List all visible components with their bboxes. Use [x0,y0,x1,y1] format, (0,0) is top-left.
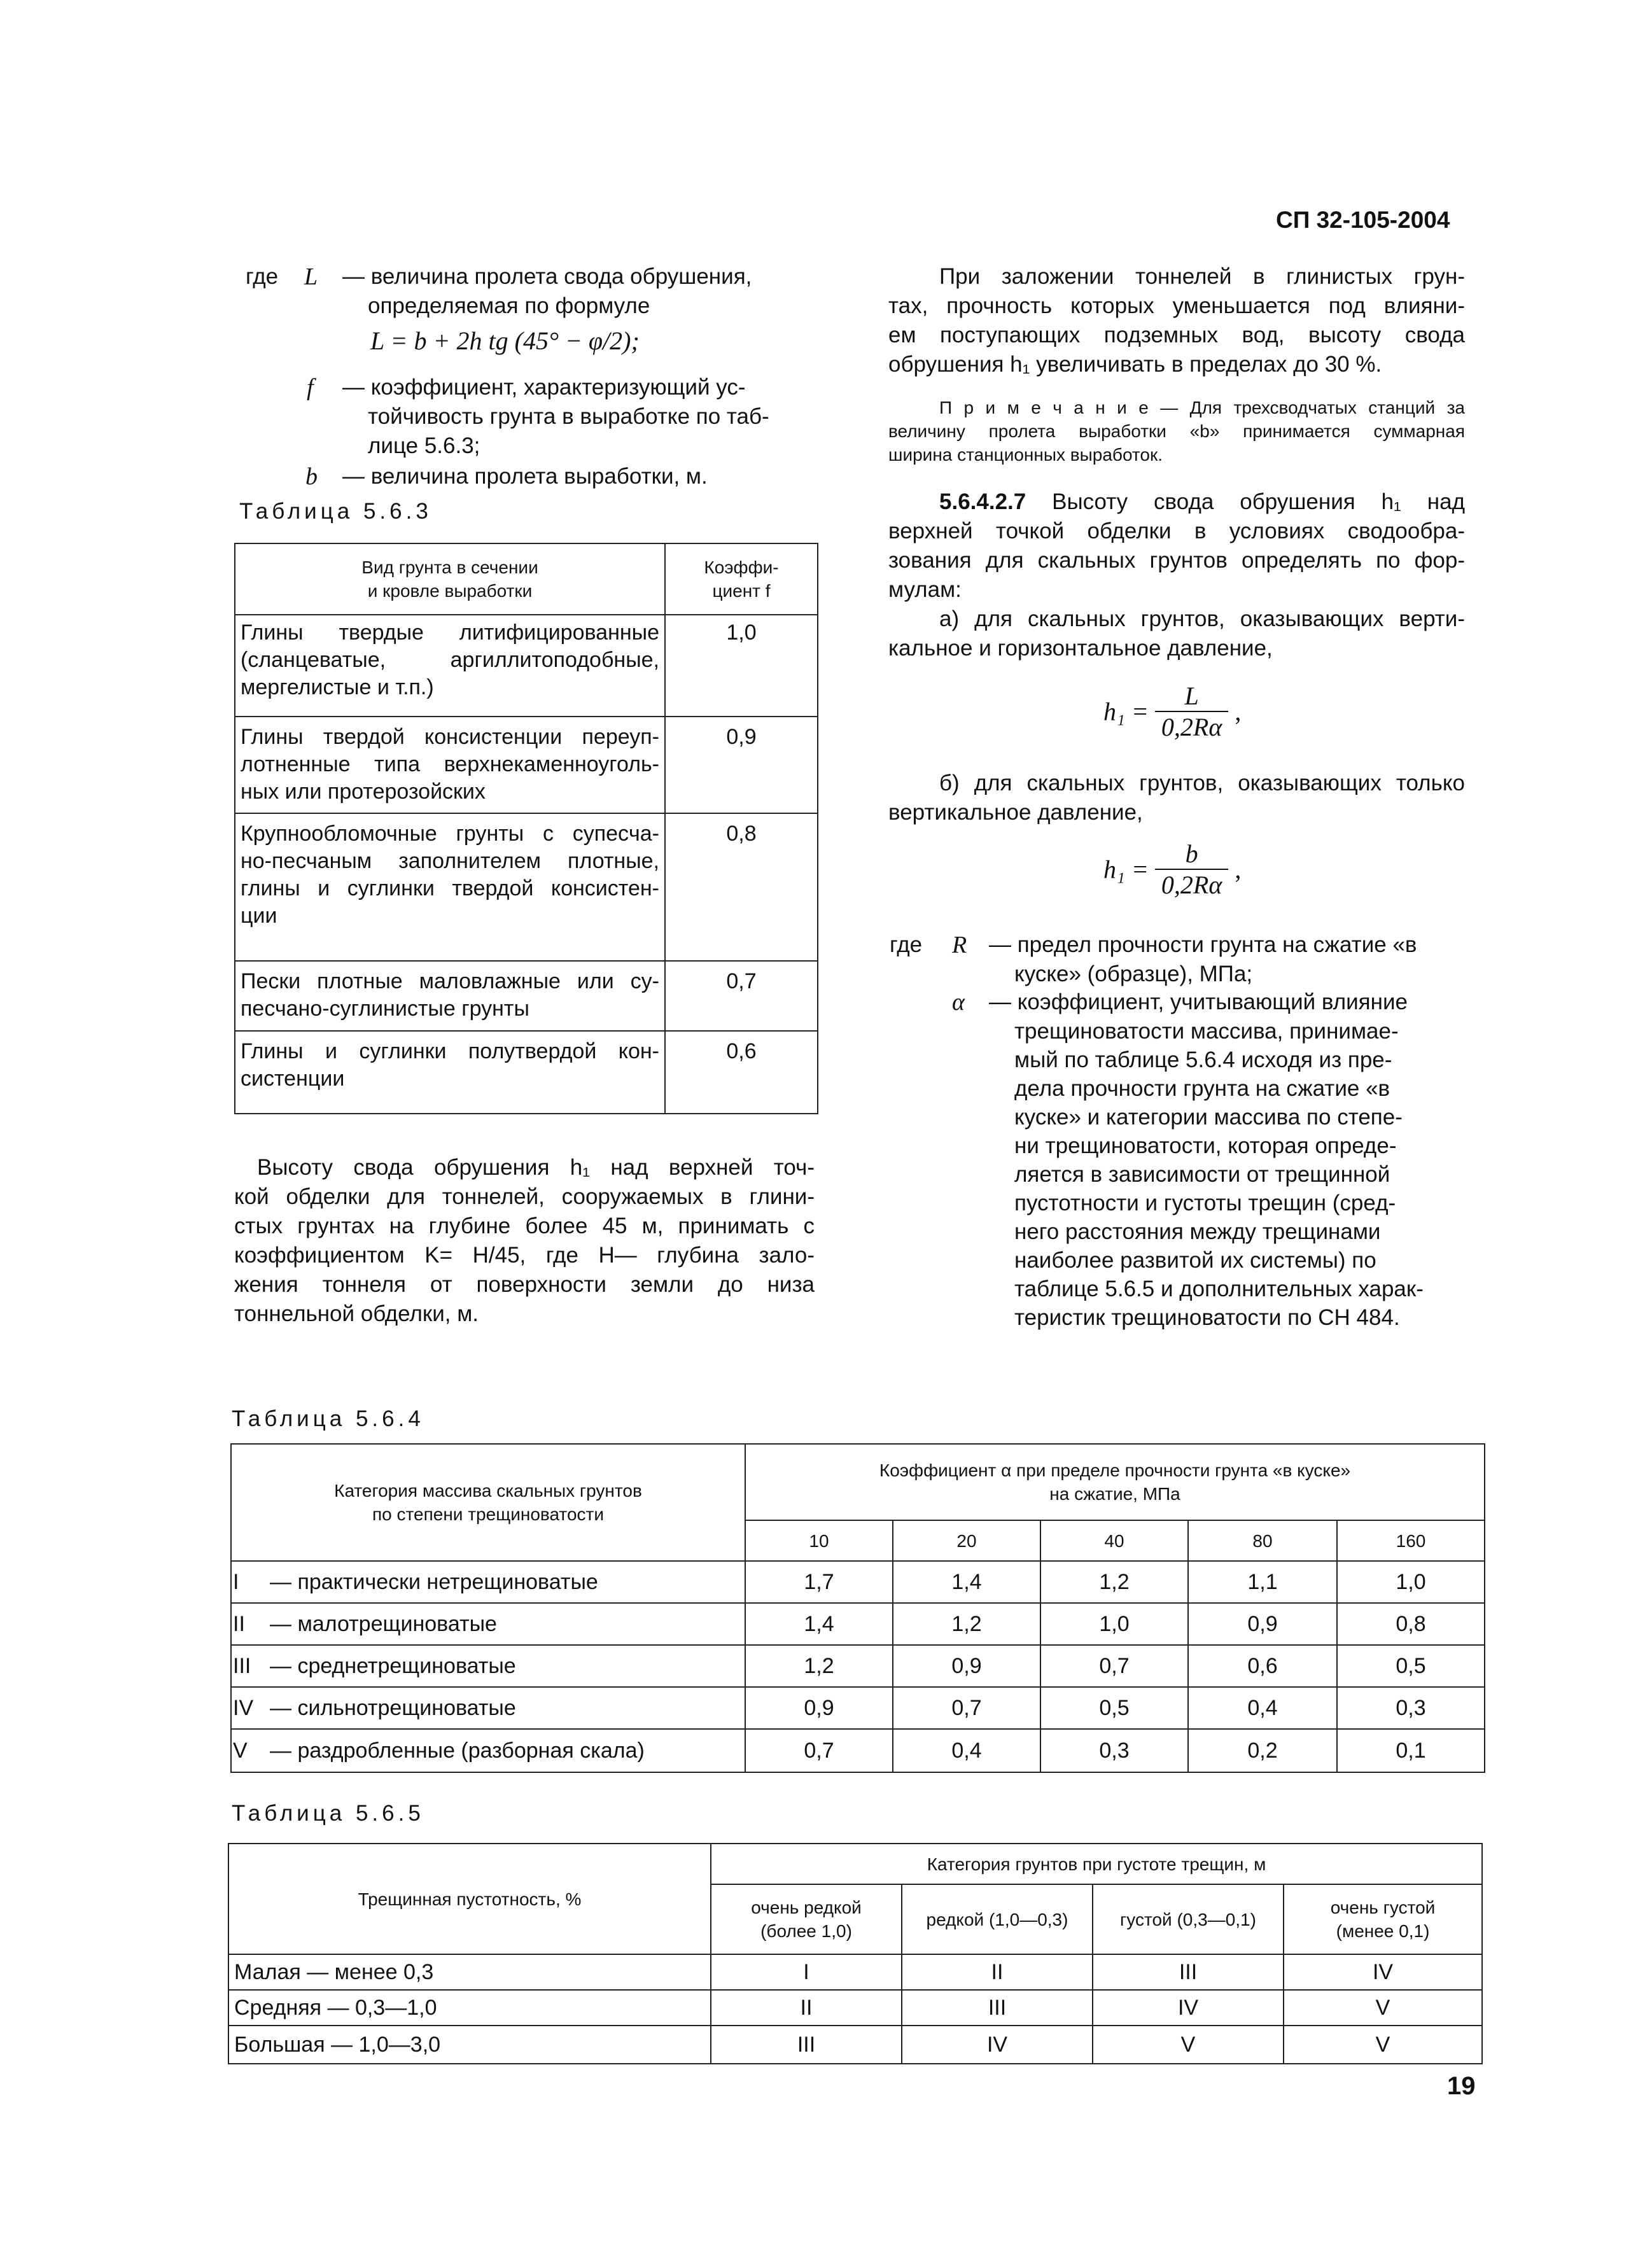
table-565-cell: IV [902,2026,1093,2064]
def-f-line-3: лице 5.6.3; [368,433,480,458]
table-row [231,1561,1485,1603]
table-564-cell: 0,5 [1040,1687,1188,1729]
right-paragraph-1 [888,262,1465,379]
line: зования для скальных грунтов определять по фор- [888,548,1465,573]
table-565-row-label: Средняя — 0,3—1,0 [228,1990,711,2026]
line: жения тоннеля от поверхности земли до низа [234,1272,815,1297]
table-564-cell: 1,4 [745,1603,893,1645]
table-row [231,1729,1485,1772]
table-565-cell: III [1093,1954,1284,1990]
category-name: — малотрещиноватые [270,1611,497,1636]
def-f-line-1: — коэффициент, характеризующий ус- [342,375,746,400]
table-564-pressure: 80 [1188,1520,1337,1561]
table-565-cell: III [711,2026,902,2064]
left-paragraph [234,1153,815,1329]
table-564-cell: 0,7 [1040,1645,1188,1687]
table-564-cell: 0,9 [1188,1603,1337,1645]
def-symbol-R: R [952,932,967,958]
formula-a-lhs: h₁ = [1103,697,1149,726]
table-565-subhead: редкой (1,0—0,3) [902,1884,1093,1954]
table-row [235,717,818,813]
formula-b-lhs: h₁ = [1103,855,1149,884]
def-alpha-line: наиболее развитой их системы) по [1014,1248,1376,1273]
table-565-head-col1: Трещинная пустотность, % [228,1844,711,1954]
table-564-pressure: 40 [1040,1520,1188,1561]
table-565-cell: II [902,1954,1093,1990]
table-563-cell-value: 1,0 [665,615,818,717]
formula-b-fraction [1155,839,1228,900]
def-alpha-line: ни трещиноватости, которая опреде- [1014,1133,1397,1158]
line: вертикальное давление, [888,800,1143,825]
formula-a [1103,681,1241,742]
line: тах, прочность которых уменьшается под влияни- [888,293,1465,318]
table-563-head-col1-line: Вид грунта в сечении [361,557,538,577]
table-row [235,813,818,961]
line: (сланцеватые, аргиллитоподобные, [241,648,659,672]
table-563-cell-value: 0,9 [665,717,818,813]
roman-numeral: II [233,1611,245,1636]
table-564-cell: 0,7 [893,1687,1040,1729]
table-564-cell: 1,0 [1040,1603,1188,1645]
line: величину пролета выработки «b» принимается суммарная [888,421,1465,441]
table-564-cell: 0,8 [1337,1603,1485,1645]
table-564-cell: 1,2 [745,1645,893,1687]
line: тоннельной обделки, м. [234,1301,479,1326]
table-565-cell: V [1093,2026,1284,2064]
def-alpha-line: теристик трещиноватости по СН 484. [1014,1305,1400,1330]
table-563-cell-desc [235,615,665,717]
header-line: очень густой [1330,1898,1436,1917]
table-563-cell-value: 0,7 [665,961,818,1031]
table-565-cell: I [711,1954,902,1990]
line: верхней точкой обделки в условиях сводообра- [888,519,1465,543]
section-5-6-4-2-7 [888,487,1465,605]
table-564-cell: 1,4 [893,1561,1040,1603]
table-563-caption: Таблица 5.6.3 [239,499,432,524]
header-line: очень редкой [751,1898,862,1917]
def-f-line-2: тойчивость грунта в выработке по таб- [368,404,769,429]
line: коэффициентом K= H/45, где H— глубина зало- [234,1243,815,1268]
def-alpha-line: куске» и категории массива по степе- [1014,1105,1403,1130]
table-564-cell: 0,3 [1040,1729,1188,1772]
def-alpha-line: мый по таблице 5.6.4 исходя из пре- [1014,1047,1392,1072]
line: Высоту свода обрушения h₁ над верхней точ- [257,1155,815,1180]
formula-a-tail: , [1235,697,1242,726]
table-565-cell: IV [1284,1954,1482,1990]
formula-b-tail: , [1235,855,1242,884]
table-563-head-col2 [665,543,818,615]
table-565-cell: IV [1093,1990,1284,2026]
table-row [231,1645,1485,1687]
line: Глины и суглинки полутвердой кон- [241,1039,659,1063]
table-row [235,1031,818,1114]
line: ных или протерозойских [241,780,486,804]
table-565-cell: III [902,1990,1093,2026]
line: обрушения h₁ увеличивать в пределах до 30 %. [888,352,1382,377]
table-564-category [231,1687,745,1729]
def-symbol-alpha: α [952,989,965,1016]
table-row [228,1990,1482,2026]
line: глины и суглинки твердой консистен- [241,876,659,900]
header-line: на сжатие, МПа [1049,1484,1180,1504]
table-row [231,1687,1485,1729]
table-564-head-col1 [231,1444,745,1561]
table-563-cell-value: 0,8 [665,813,818,961]
table-565-caption: Таблица 5.6.5 [232,1801,424,1826]
header-line: Категория массива скальных грунтов [334,1481,642,1501]
line: стых грунтах на глубине более 45 м, принимать с [234,1214,815,1238]
line: кой обделки для тоннелей, сооружаемых в глини- [234,1184,815,1209]
formula-b [1103,839,1241,900]
line: мергелистые и т.п.) [241,675,434,699]
def-alpha-line: него расстояния между трещинами [1014,1219,1381,1244]
line: б) для скальных грунтов, оказывающих только [939,771,1465,795]
def-alpha-line-1: — коэффициент, учитывающий влияние [989,990,1408,1014]
table-563-cell-desc [235,813,665,961]
table-565-subhead [1284,1884,1482,1954]
table-565-subhead: густой (0,3—0,1) [1093,1884,1284,1954]
table-564-cell: 1,2 [893,1603,1040,1645]
table-564-cell: 0,3 [1337,1687,1485,1729]
section-text: Высоту свода обрушения h₁ над [1052,489,1465,514]
note [888,396,1465,466]
where-word-right: где [890,932,923,957]
table-564-cell: 1,2 [1040,1561,1188,1603]
header-line: Коэффициент α при пределе прочности грунта «в куске» [879,1460,1351,1480]
line: ширина станционных выработок. [888,445,1163,465]
def-alpha-line: таблице 5.6.5 и дополнительных харак- [1014,1277,1424,1301]
table-564-cell: 0,9 [893,1645,1040,1687]
def-b-line-1: — величина пролета выработки, м. [342,464,708,489]
table-564-cell: 0,5 [1337,1645,1485,1687]
def-R-line-2: куске» (образце), МПа; [1014,962,1253,986]
formula-a-fraction [1155,681,1228,742]
table-564-pressure: 20 [893,1520,1040,1561]
def-L-line-1: — величина пролета свода обрушения, [342,264,752,289]
table-564-cell: 0,9 [745,1687,893,1729]
line: песчано-суглинистые грунты [241,997,529,1021]
def-symbol-L: L [304,263,318,290]
category-name: — раздробленные (разборная скала) [270,1738,645,1763]
roman-numeral: I [233,1569,239,1594]
line: кальное и горизонтальное давление, [888,636,1273,661]
table-564-cell: 0,2 [1188,1729,1337,1772]
line [888,487,1465,517]
line: П р и м е ч а н и е — Для трехсводчатых станций за [939,398,1465,417]
formula-b-numerator: b [1155,839,1228,870]
roman-numeral: III [233,1653,251,1678]
header-line: (менее 0,1) [1336,1921,1430,1941]
formula-a-numerator: L [1155,681,1228,712]
table-563-head-col2-line: Коэффи- [704,557,779,577]
table-564-cell: 0,4 [893,1729,1040,1772]
roman-numeral: V [233,1738,248,1763]
def-symbol-f: f [307,374,314,401]
table-565-cell: V [1284,2026,1482,2064]
line: но-песчаным заполнителем плотные, [241,849,659,873]
table-563 [234,543,818,1114]
table-563-head-col2-line: циент f [712,581,771,601]
formula-L: L = b + 2h tg (45° − φ/2); [370,326,640,355]
line: систенции [241,1067,345,1091]
table-row [228,1954,1482,1990]
page-number: 19 [1447,2072,1476,2100]
table-564-pressure: 10 [745,1520,893,1561]
document-code: СП 32-105-2004 [1276,207,1450,233]
def-R-line-1: — предел прочности грунта на сжатие «в [989,932,1417,957]
table-565-cell: II [711,1990,902,2026]
table-564-cell: 1,1 [1188,1561,1337,1603]
table-564-cell: 0,7 [745,1729,893,1772]
table-564-cell: 0,1 [1337,1729,1485,1772]
table-565-cell: V [1284,1990,1482,2026]
def-L-line-2: определяемая по формуле [368,293,650,318]
where-word: где [246,264,279,289]
table-564-pressure: 160 [1337,1520,1485,1561]
table-565-row-label: Малая — менее 0,3 [228,1954,711,1990]
table-565-row-label: Большая — 1,0—3,0 [228,2026,711,2064]
item-b [888,769,1465,827]
line: Крупнообломочные грунты с супеcча- [241,822,659,846]
table-564-cell: 1,7 [745,1561,893,1603]
table-565-head-group: Категория грунтов при густоте трещин, м [711,1844,1482,1884]
formula-a-denominator: 0,2Rα [1161,713,1222,741]
table-563-cell-desc [235,1031,665,1114]
table-row [231,1603,1485,1645]
header-line: по степени трещиноватости [372,1504,604,1524]
line: лотненные типа верхнекаменноуголь- [241,752,659,776]
roman-numeral: IV [233,1695,254,1720]
table-564-category [231,1603,745,1645]
table-565 [228,1843,1483,2064]
category-name: — сильнотрещиноватые [270,1695,516,1720]
table-564-category [231,1561,745,1603]
section-number: 5.6.4.2.7 [939,489,1026,514]
table-564-cell: 0,4 [1188,1687,1337,1729]
table-564-caption: Таблица 5.6.4 [232,1406,424,1431]
table-563-cell-value: 0,6 [665,1031,818,1114]
category-name: — практически нетрещиноватые [270,1569,598,1594]
def-alpha-line: дела прочности грунта на сжатие «в [1014,1076,1390,1101]
table-row [235,961,818,1031]
line: Глины твердые литифицированные [241,620,659,645]
table-563-cell-desc [235,961,665,1031]
table-563-cell-desc [235,717,665,813]
table-565-subhead [711,1884,902,1954]
line: ции [241,904,277,928]
line: Глины твердой консистенции переуп- [241,725,659,749]
line: ем поступающих подземных вод, высоту свода [888,323,1465,347]
line: а) для скальных грунтов, оказывающих верти- [939,606,1465,631]
table-564-cell: 0,6 [1188,1645,1337,1687]
table-564 [230,1443,1485,1773]
line: мулам: [888,577,962,602]
table-564-cell: 1,0 [1337,1561,1485,1603]
table-563-head-col1-line: и кровле выработки [367,581,533,601]
def-alpha-line: трещиноватости массива, принимае- [1014,1019,1399,1044]
table-563-head-col1 [235,543,665,615]
item-a [888,605,1465,663]
line: Пески плотные маловлажные или су- [241,969,659,993]
table-row [235,615,818,717]
header-line: (более 1,0) [760,1921,852,1941]
table-564-head-group [745,1444,1485,1520]
formula-b-denominator: 0,2Rα [1161,871,1222,899]
table-564-category [231,1729,745,1772]
def-alpha-line: пустотности и густоты трещин (сред- [1014,1191,1396,1215]
table-564-category [231,1645,745,1687]
def-alpha-line: ляется в зависимости от трещинной [1014,1162,1390,1187]
line: При заложении тоннелей в глинистых грун- [939,264,1465,289]
category-name: — среднетрещиноватые [270,1653,516,1678]
def-symbol-b: b [305,463,318,490]
table-row [228,2026,1482,2064]
